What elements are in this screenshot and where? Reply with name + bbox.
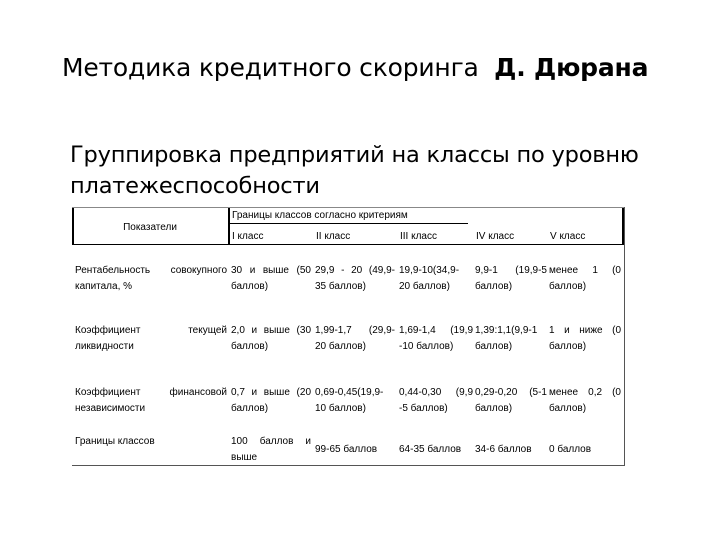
slide-title (62, 52, 702, 84)
header-bounds: Границы классов согласно критериям (232, 210, 408, 221)
table-cell-line: 100 баллов и (231, 436, 311, 447)
table-cell (399, 442, 473, 458)
header-left-rule (72, 207, 74, 244)
header-class-4: IV класс (476, 231, 515, 242)
table-cell-line: баллов) (549, 403, 587, 414)
table-cell (231, 434, 311, 466)
table-cell-line: 30 и выше (50 (231, 265, 311, 276)
row-label-line: Границы классов (75, 436, 155, 447)
row-label (75, 323, 227, 355)
header-class-2: II класс (316, 231, 351, 242)
table-cell-line: баллов) (549, 281, 587, 292)
table-cell (549, 442, 621, 458)
header-col-rule (228, 207, 230, 244)
table-cell (549, 263, 621, 295)
table-cell-line: 0,29-0,20 (5-1 (475, 387, 547, 398)
table-cell-line: менее 1 (0 (549, 265, 621, 276)
table-cell (315, 442, 395, 458)
table-cell (231, 385, 311, 417)
table-cell-line: 10 баллов) (315, 403, 366, 414)
table-cell-line: 20 баллов) (399, 281, 450, 292)
header-class-1: I класс (232, 231, 264, 242)
table-cell (231, 263, 311, 295)
table-cell-line: баллов) (231, 281, 269, 292)
row-label-line: Рентабельность совокупного (75, 265, 227, 276)
table-cell (549, 385, 621, 417)
row-label-line: Коэффициент текущей (75, 325, 227, 336)
table-cell-line: 64-35 баллов (399, 444, 462, 455)
table-cell-line: 29,9 - 20 (49,9- (315, 265, 395, 276)
table-cell-line: 9,9-1 (19,9-5 (475, 265, 547, 276)
table-cell (399, 323, 473, 355)
table-cell-line: баллов) (475, 281, 513, 292)
table-cell-line: 0 баллов (549, 444, 592, 455)
table-cell (475, 442, 547, 458)
title-author: Д. Дюрана (494, 53, 649, 82)
slide-subtitle: Группировка предприятий на классы по уровню платежеспособности (70, 142, 639, 199)
table-cell (475, 385, 547, 417)
table-cell-line: выше (231, 452, 258, 463)
table-cell-line: баллов) (475, 403, 513, 414)
table-cell-line: баллов) (475, 341, 513, 352)
header-class-5: V класс (550, 231, 586, 242)
table-cell-line: 20 баллов) (315, 341, 366, 352)
table-cell-line: 2,0 и выше (30 (231, 325, 311, 336)
header-indicators: Показатели (123, 222, 177, 233)
table-cell (475, 323, 547, 355)
table-cell-line: менее 0,2 (0 (549, 387, 621, 398)
table-cell-line: 19,9-10(34,9- (399, 265, 460, 276)
header-class-3: III класс (400, 231, 437, 242)
table-cell (399, 263, 473, 295)
table-cell-line: 1,99-1,7 (29,9- (315, 325, 395, 336)
row-label-line: капитала, % (75, 281, 133, 292)
row-label-line: Коэффициент финансовой (75, 387, 227, 398)
table-cell-line: 0,69-0,45(19,9- (315, 387, 384, 398)
table-cell-line: 0,44-0,30 (9,9 (399, 387, 473, 398)
table-cell-line: -10 баллов) (399, 341, 454, 352)
table-cell-line: баллов) (549, 341, 587, 352)
row-label-line: независимости (75, 403, 146, 414)
table-cell-line: 1,39:1,1(9,9-1 (475, 325, 538, 336)
row-label-line: ликвидности (75, 341, 134, 352)
table-cell-line: 1 и ниже (0 (549, 325, 621, 336)
row-label (75, 263, 227, 295)
table-cell (315, 263, 395, 295)
row-label (75, 434, 227, 450)
table-cell-line: баллов) (231, 341, 269, 352)
table-cell (549, 323, 621, 355)
scoring-classes-table (72, 207, 625, 466)
table-cell (315, 385, 395, 417)
row-label (75, 385, 227, 417)
title-main: Методика кредитного скоринга (62, 53, 479, 82)
table-cell-line: баллов) (231, 403, 269, 414)
table-cell-line: 99-65 баллов (315, 444, 378, 455)
table-cell-line: 0,7 и выше (20 (231, 387, 311, 398)
table-cell (399, 385, 473, 417)
table-cell (231, 323, 311, 355)
table-cell-line: 35 баллов) (315, 281, 366, 292)
table-cell (475, 263, 547, 295)
header-right-rule (622, 207, 624, 244)
table-cell-line: 34-6 баллов (475, 444, 532, 455)
table-cell (315, 323, 395, 355)
table-cell-line: 1,69-1,4 (19,9 (399, 325, 473, 336)
table-cell-line: -5 баллов) (399, 403, 448, 414)
